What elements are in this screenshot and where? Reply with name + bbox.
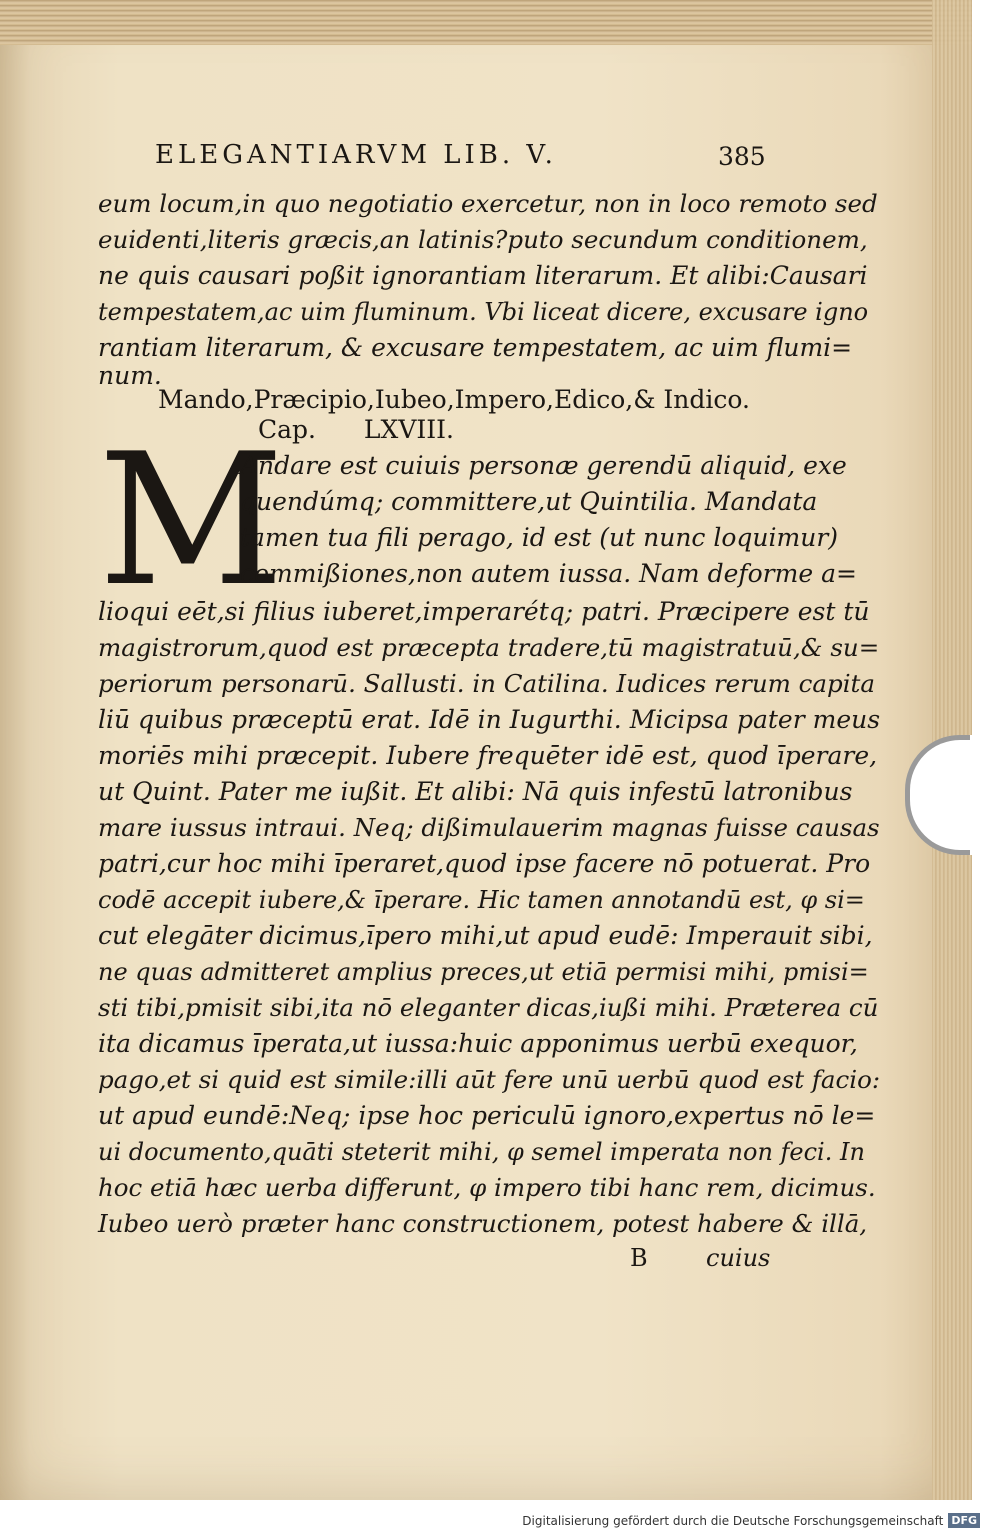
text-line: num. [98,361,162,390]
text-line: liū quibus præceptū erat. Idē in Iugurthi. Micipsa pater meus [98,705,881,734]
text-line: ut Quint. Pater me iußit. Et alibi: Nā quis infestū latronibus [98,777,853,806]
text-line: cut elegāter dicimus,īpero mihi,ut apud eudē: Imperauit sibi, [98,921,873,950]
dfg-logo: DFG [948,1513,980,1528]
text-line: ne quis causari poßit ignorantiam literarum. Et alibi:Causari [98,261,868,290]
text-line: mare iussus intraui. Neq; dißimulauerim magnas fuisse causas [98,813,880,842]
text-line: ita dicamus īperata,ut iussa:huic apponimus uerbū exequor, [98,1029,858,1058]
page-clip-background [966,735,1000,855]
credit-text: Digitalisierung gefördert durch die Deutsche Forschungsgemeinschaft [522,1513,944,1528]
text-line: ne quas admitteret amplius preces,ut etiā permisi mihi, pmisi= [98,958,869,986]
running-head: ELEGANTIARVM LIB. V. [155,140,557,170]
catchword: cuius [706,1244,771,1272]
text-line: Andare est cuiuis personæ gerendū aliquid, exe [240,451,847,480]
text-line: tamen tua fili perago, id est (ut nunc loquimur) [240,523,839,552]
text-line: patri,cur hoc mihi īperaret,quod ipse facere nō potuerat. Pro [98,849,871,878]
chapter-heading: Mando,Præcipio,Iubeo,Impero,Edico,& Indico. [158,385,750,414]
text-line: hoc etiā hæc uerba differunt, φ impero tibi hanc rem, dicimus. [98,1173,876,1202]
text-line: ui documento,quāti steterit mihi, φ semel imperata non feci. In [98,1138,865,1166]
text-line: magistrorum,quod est præcepta tradere,tū magistratuū,& su= [98,633,880,662]
text-line: lioqui eēt,si filius iuberet,imperarétq; patri. Præcipere est tū [98,597,870,626]
chapter-number: Cap. LXVIII. [258,415,454,444]
drop-cap: M [98,414,285,626]
text-line: Iubeo uerò præter hanc constructionem, potest habere & illā, [98,1209,868,1238]
book-top-edge [0,0,972,45]
text-line: commißiones,non autem iussa. Nam deforme a= [240,559,857,588]
page-number: 385 [718,142,766,171]
text-line: quendúmq; committere,ut Quintilia. Mandata [240,487,818,516]
text-line: eum locum,in quo negotiatio exercetur, non in loco remoto sed [98,189,878,218]
text-line: tempestatem,ac uim fluminum. Vbi liceat dicere, excusare igno [98,298,869,326]
text-line: periorum personarū. Sallusti. in Catilina. Iudices rerum capita [98,669,875,698]
digitization-credit [522,1513,980,1528]
text-line: pago,et si quid est simile:illi aūt fere unū uerbū quod est facio: [98,1065,881,1094]
text-line: ut apud eundē:Neq; ipse hoc periculū ignoro,expertus nō le= [98,1101,876,1130]
text-line: rantiam literarum, & excusare tempestatem, ac uim flumi= [98,333,853,362]
text-line: moriēs mihi præcepit. Iubere frequēter idē est, quod īperare, [98,741,878,770]
text-line: euidenti,literis græcis,an latinis?puto secundum conditionem, [98,225,868,254]
signature-mark: B [630,1244,648,1272]
text-line: codē accepit iubere,& īperare. Hic tamen annotandū est, φ si= [98,886,865,914]
text-line: sti tibi,pmisit sibi,ita nō eleganter dicas,iußi mihi. Præterea cū [98,993,879,1022]
